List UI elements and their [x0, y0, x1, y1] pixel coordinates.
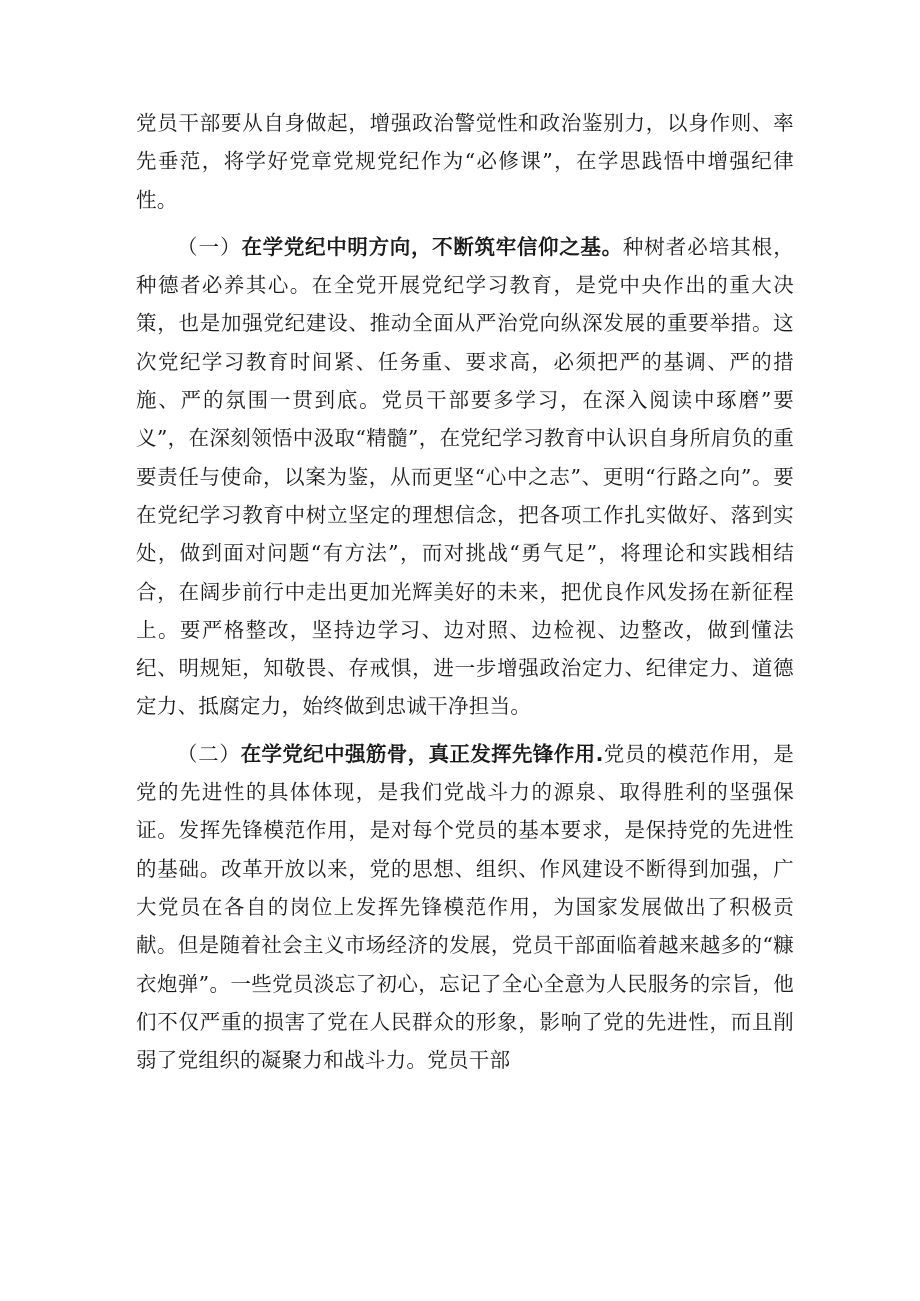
- section-2-paragraph: [136, 735, 794, 1080]
- section-2-body: 党员的模范作用，是党的先进性的具体体现，是我们党战斗力的源泉、取得胜利的坚强保证。发挥先锋模范作用，是对每个党员的基本要求，是保持党的先进性的基础。改革开放以来，党的思想、组织、作风建设不断得到加强，广大党员在各自的岗位上发挥先锋模范作用，为国家发展做出了积极贡献。但是随着社会主义市场经济的发展，党员干部面临着越来越多的“糠衣炮弹”。一些党员淡忘了初心，忘记了全心全意为人民服务的宗旨，他们不仅严重的损害了党在人民群众的形象，影响了党的先进性，而且削弱了党组织的凝聚力和战斗力。党员干部: [136, 741, 795, 1073]
- section-1-body: 种树者必培其根，种德者必养其心。在全党开展党纪学习教育，是党中央作出的重大决策，也是加强党纪建设、推动全面从严治党向纵深发展的重要举措。这次党纪学习教育时间紧、任务重、要求高，必须把严的基调、严的措施、严的氛围一贯到底。党员干部要多学习，在深入阅读中琢磨”要义”，在深刻领悟中汲取“精髓”，在党纪学习教育中认识自身所肩负的重要责任与使命，以案为鉴，从而更坚“心中之志”、更明“行路之向”。要在党纪学习教育中树立坚定的理想信念，把各项工作扎实做好、落到实处，做到面对问题“有方法”，而对挑战“勇气足”，将理论和实践相结合，在阔步前行中走出更加光辉美好的未来，把优良作风发扬在新征程上。要严格整改，坚持边学习、边对照、边检视、边整改，做到懂法纪、明规矩，知敬畏、存戒惧，进一步增强政治定力、纪律定力、道德定力、抵腐定力，始终做到忠诚干净担当。: [136, 234, 795, 719]
- section-1-paragraph: [136, 228, 794, 726]
- section-2-number: （二）: [177, 741, 241, 766]
- document-page: [136, 104, 794, 1079]
- intro-paragraph: 党员干部要从自身做起，增强政治警觉性和政治鉴别力，以身作则、率先垂范，将学好党章党规党纪作为“必修课”，在学思践悟中增强纪律性。: [136, 111, 794, 212]
- section-1-heading: 在学党纪中明方向，不断筑牢信仰之基。: [241, 234, 623, 259]
- section-1-number: （一）: [177, 234, 242, 259]
- section-2-heading: 在学党纪中强筋骨，真正发挥先锋作用.: [240, 741, 604, 766]
